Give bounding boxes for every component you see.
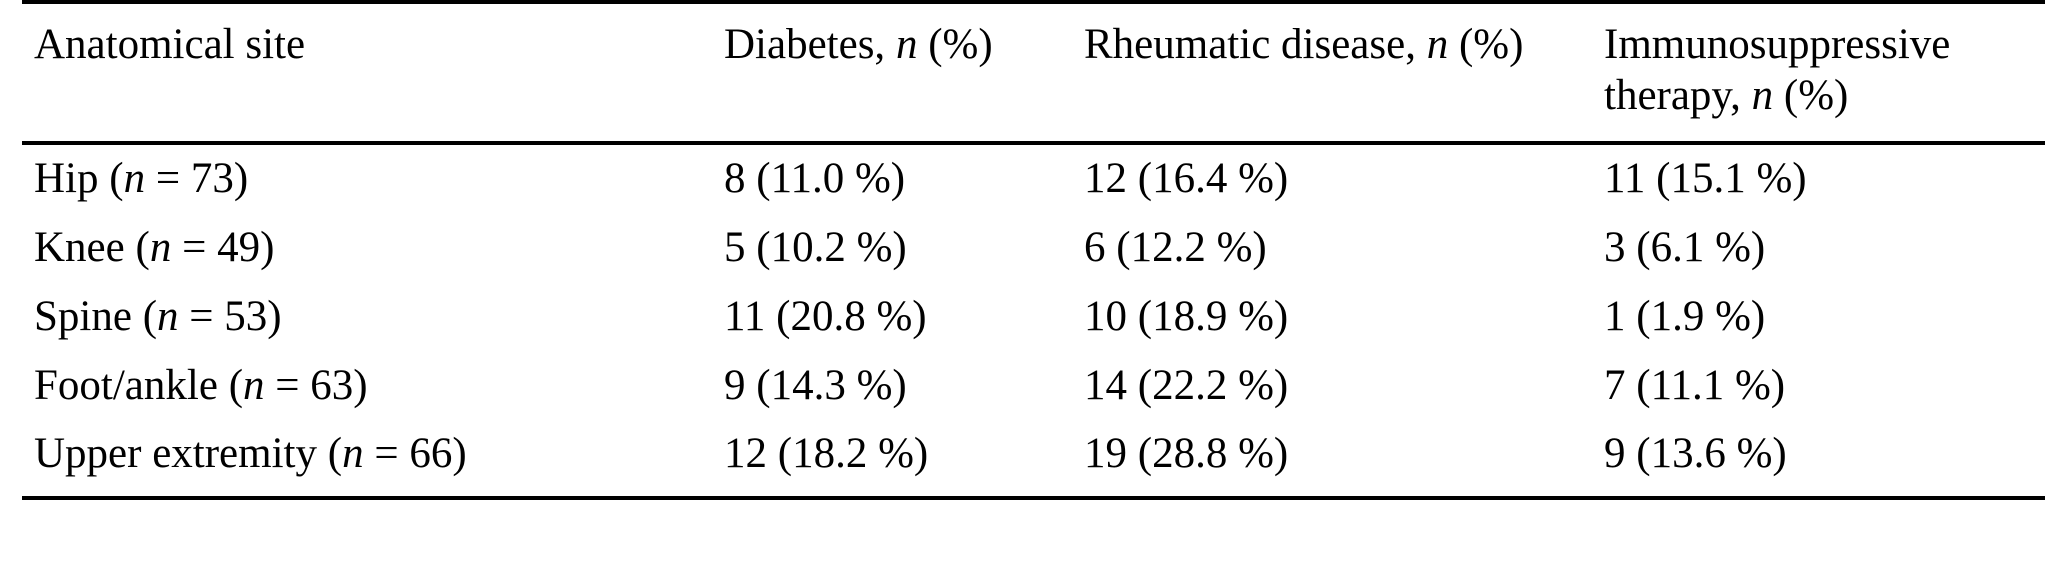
table-row bbox=[22, 143, 2045, 214]
cell-anatomical-site bbox=[22, 352, 712, 421]
site-n-value: = 49) bbox=[171, 224, 275, 272]
cell-rheumatic: 19 (28.8 %) bbox=[1072, 420, 1592, 498]
cell-diabetes: 5 (10.2 %) bbox=[724, 224, 907, 272]
header-text-diabetes-pre: Diabetes, bbox=[724, 21, 896, 68]
cell-immunosuppressive: 11 (15.1 %) bbox=[1604, 155, 1807, 203]
table-row bbox=[22, 420, 2045, 498]
cell-rheumatic: 14 (22.2 %) bbox=[1084, 361, 1289, 409]
table-row bbox=[22, 214, 2045, 283]
cell-rheumatic: 12 (16.4 %) bbox=[1084, 155, 1289, 203]
column-header-diabetes bbox=[712, 2, 1072, 143]
cell-diabetes: 9 (14.3 %) bbox=[724, 361, 907, 409]
site-n-prefix: ( bbox=[135, 224, 150, 272]
header-text-rheumatic-post: (%) bbox=[1448, 21, 1524, 68]
header-row bbox=[22, 2, 2045, 143]
table-body bbox=[22, 143, 2045, 498]
header-text-immuno-italic: n bbox=[1751, 71, 1774, 119]
header-text-immuno-pre: Immunosuppressive therapy, bbox=[1604, 21, 1951, 119]
site-label: Foot/ankle bbox=[34, 361, 218, 409]
site-n-prefix: ( bbox=[109, 155, 124, 203]
cell-diabetes: 12 (18.2 %) bbox=[712, 420, 1072, 498]
cell-immunosuppressive: 1 (1.9 %) bbox=[1604, 292, 1766, 340]
site-label: Hip bbox=[34, 155, 99, 203]
cell-immunosuppressive: 7 (11.1 %) bbox=[1604, 361, 1786, 409]
cell-immunosuppressive: 3 (6.1 %) bbox=[1604, 224, 1766, 272]
site-label: Knee bbox=[34, 224, 125, 272]
table-header bbox=[22, 2, 2045, 143]
site-n-value: = 73) bbox=[145, 155, 249, 203]
site-n-prefix: ( bbox=[142, 292, 158, 340]
site-n-value: = 66) bbox=[363, 430, 467, 478]
cell-anatomical-site bbox=[22, 420, 712, 498]
cell-anatomical-site bbox=[22, 143, 712, 214]
header-text-immuno-post: (%) bbox=[1773, 71, 1849, 119]
column-header-anatomical-site bbox=[22, 2, 712, 143]
site-n-italic: n bbox=[243, 361, 265, 409]
header-text-rheumatic-italic: n bbox=[1426, 21, 1449, 68]
header-text-anatomical-site: Anatomical site bbox=[34, 21, 306, 68]
cell-anatomical-site bbox=[22, 283, 712, 352]
table-row bbox=[22, 283, 2045, 352]
column-header-immunosuppressive-therapy bbox=[1592, 2, 2045, 143]
cell-immunosuppressive: 9 (13.6 %) bbox=[1592, 420, 2045, 498]
site-n-italic: n bbox=[149, 224, 172, 272]
site-label: Upper extremity bbox=[34, 430, 317, 478]
cell-diabetes: 8 (11.0 %) bbox=[724, 155, 906, 203]
cell-diabetes: 11 (20.8 %) bbox=[724, 292, 927, 340]
site-n-prefix: ( bbox=[327, 430, 343, 478]
table-row bbox=[22, 352, 2045, 421]
site-n-italic: n bbox=[123, 155, 146, 203]
site-label: Spine bbox=[34, 292, 132, 340]
site-n-italic: n bbox=[342, 430, 364, 478]
cell-rheumatic: 6 (12.2 %) bbox=[1084, 224, 1267, 272]
comorbidity-table bbox=[22, 0, 2045, 500]
site-n-italic: n bbox=[157, 292, 179, 340]
site-n-value: = 53) bbox=[178, 292, 282, 340]
header-text-diabetes-italic: n bbox=[895, 21, 918, 68]
header-text-rheumatic-pre: Rheumatic disease, bbox=[1084, 21, 1427, 68]
cell-anatomical-site bbox=[22, 214, 712, 283]
header-text-diabetes-post: (%) bbox=[917, 21, 993, 68]
site-n-value: = 63) bbox=[264, 361, 368, 409]
cell-rheumatic: 10 (18.9 %) bbox=[1084, 292, 1289, 340]
site-n-prefix: ( bbox=[228, 361, 244, 409]
column-header-rheumatic-disease bbox=[1072, 2, 1592, 143]
